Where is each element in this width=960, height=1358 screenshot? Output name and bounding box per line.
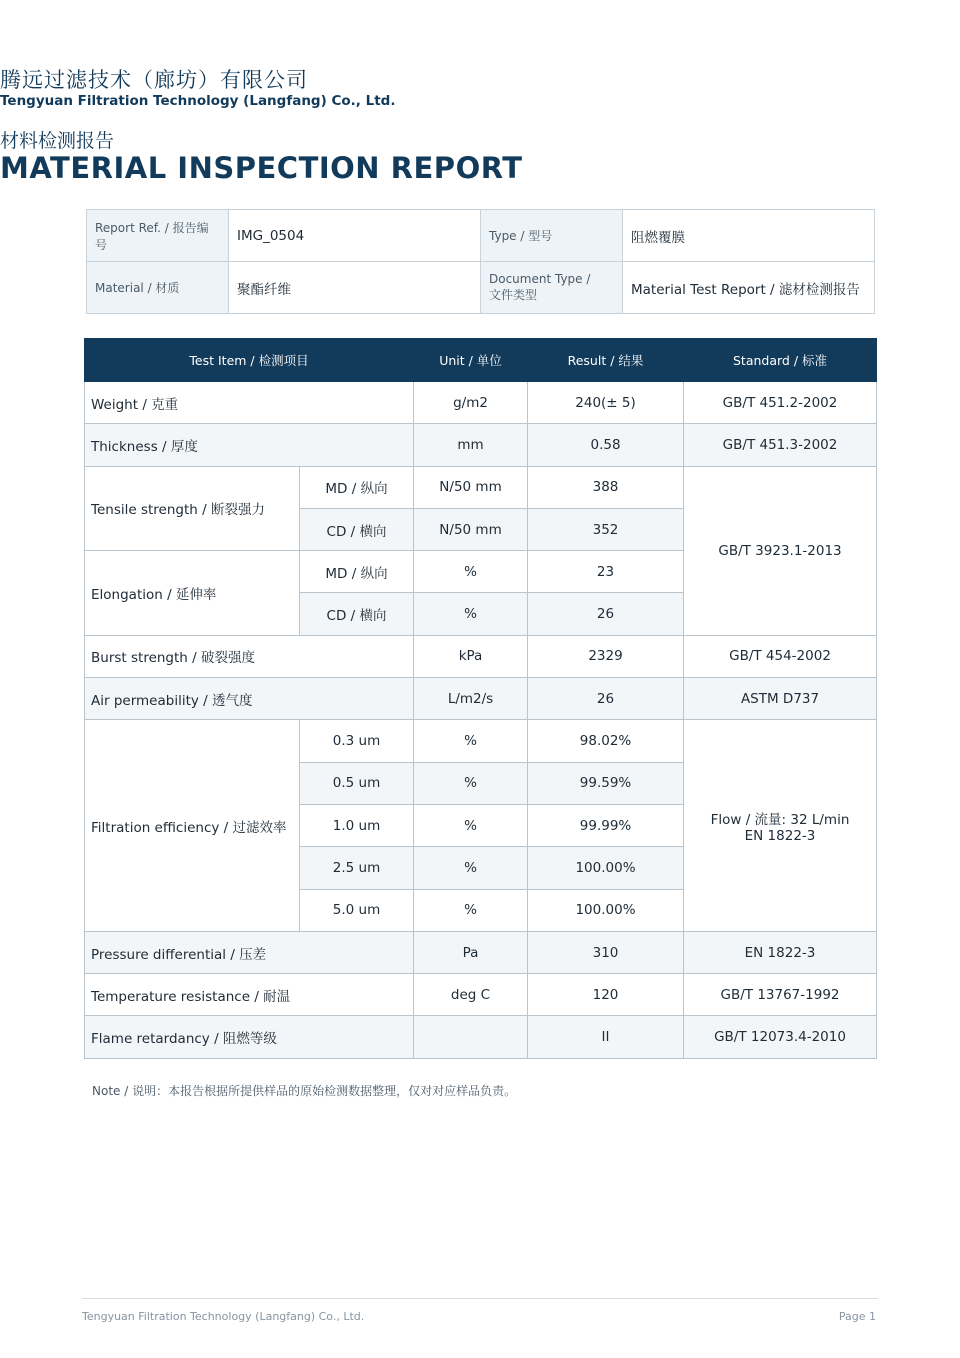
- filtration-standard: [684, 720, 877, 931]
- elongation-cd-direction: CD / 横向: [300, 593, 414, 635]
- filtration-result: 99.59%: [528, 762, 684, 804]
- document-type-label: [481, 262, 623, 314]
- header-test-item: Test Item / 检测项目: [85, 339, 414, 382]
- elongation-md-result: 23: [528, 551, 684, 593]
- filtration-result: 100.00%: [528, 889, 684, 931]
- temperature-result: 120: [528, 974, 684, 1016]
- pressure-result: 310: [528, 931, 684, 973]
- weight-item: Weight / 克重: [85, 382, 414, 424]
- filtration-size: 2.5 um: [300, 847, 414, 889]
- elongation-item: Elongation / 延伸率: [85, 551, 300, 636]
- pressure-item: Pressure differential / 压差: [85, 931, 414, 973]
- tensile-item: Tensile strength / 断裂强力: [85, 466, 300, 551]
- filtration-size: 5.0 um: [300, 889, 414, 931]
- thickness-result: 0.58: [528, 424, 684, 466]
- pressure-unit: Pa: [414, 931, 528, 973]
- table-row: [85, 931, 877, 973]
- table-row: [85, 974, 877, 1016]
- burst-standard: GB/T 454-2002: [684, 635, 877, 677]
- tensile-cd-result: 352: [528, 508, 684, 550]
- table-header-row: [85, 339, 877, 382]
- info-row: [87, 210, 875, 262]
- elongation-md-direction: MD / 纵向: [300, 551, 414, 593]
- weight-standard: GB/T 451.2-2002: [684, 382, 877, 424]
- weight-result: 240(± 5): [528, 382, 684, 424]
- report-info-table: [86, 209, 875, 314]
- filtration-unit: %: [414, 889, 528, 931]
- filtration-item: Filtration efficiency / 过滤效率: [85, 720, 300, 931]
- table-row: [85, 424, 877, 466]
- report-title-en: MATERIAL INSPECTION REPORT: [0, 151, 523, 185]
- material-label: Material / 材质: [87, 262, 229, 314]
- filtration-standard-code: EN 1822-3: [744, 827, 816, 844]
- flame-standard: GB/T 12073.4-2010: [684, 1016, 877, 1058]
- filtration-flow: Flow / 流量: 32 L/min: [710, 811, 850, 828]
- filtration-unit: %: [414, 720, 528, 762]
- company-name-cn: 腾远过滤技术（廊坊）有限公司: [0, 68, 308, 92]
- air-permeability-unit: L/m2/s: [414, 678, 528, 720]
- document-type-label-line2: 文件类型: [489, 288, 538, 302]
- burst-result: 2329: [528, 635, 684, 677]
- elongation-cd-unit: %: [414, 593, 528, 635]
- air-permeability-standard: ASTM D737: [684, 678, 877, 720]
- table-row: [85, 678, 877, 720]
- air-permeability-item: Air permeability / 透气度: [85, 678, 414, 720]
- filtration-unit: %: [414, 762, 528, 804]
- document-type-value: Material Test Report / 滤材检测报告: [623, 262, 875, 314]
- filtration-unit: %: [414, 847, 528, 889]
- burst-item: Burst strength / 破裂强度: [85, 635, 414, 677]
- thickness-unit: mm: [414, 424, 528, 466]
- tensile-cd-direction: CD / 横向: [300, 508, 414, 550]
- report-note: Note / 说明：本报告根据所提供样品的原始检测数据整理，仅对对应样品负责。: [92, 1084, 517, 1098]
- info-row: [87, 262, 875, 314]
- header-result: Result / 结果: [528, 339, 684, 382]
- temperature-item: Temperature resistance / 耐温: [85, 974, 414, 1016]
- footer-company: Tengyuan Filtration Technology (Langfang) Co., Ltd.: [82, 1310, 365, 1323]
- report-title-cn: 材料检测报告: [0, 130, 115, 152]
- flame-unit: [414, 1016, 528, 1058]
- pressure-standard: EN 1822-3: [684, 931, 877, 973]
- temperature-standard: GB/T 13767-1992: [684, 974, 877, 1016]
- table-row: [85, 635, 877, 677]
- table-row: [85, 1016, 877, 1058]
- tensile-cd-unit: N/50 mm: [414, 508, 528, 550]
- filtration-result: 98.02%: [528, 720, 684, 762]
- material-value: 聚酯纤维: [229, 262, 481, 314]
- type-value: 阻燃覆膜: [623, 210, 875, 262]
- flame-result: II: [528, 1016, 684, 1058]
- table-row: [85, 720, 877, 762]
- type-label: Type / 型号: [481, 210, 623, 262]
- flame-item: Flame retardancy / 阻燃等级: [85, 1016, 414, 1058]
- tensile-elongation-standard: GB/T 3923.1-2013: [684, 466, 877, 635]
- test-results-table: [84, 338, 877, 1059]
- elongation-md-unit: %: [414, 551, 528, 593]
- table-row: [85, 466, 877, 508]
- filtration-unit: %: [414, 804, 528, 846]
- thickness-standard: GB/T 451.3-2002: [684, 424, 877, 466]
- document-type-label-line1: Document Type /: [489, 272, 591, 286]
- air-permeability-result: 26: [528, 678, 684, 720]
- tensile-md-result: 388: [528, 466, 684, 508]
- temperature-unit: deg C: [414, 974, 528, 1016]
- filtration-size: 0.3 um: [300, 720, 414, 762]
- table-row: [85, 382, 877, 424]
- report-ref-value: IMG_0504: [229, 210, 481, 262]
- filtration-result: 99.99%: [528, 804, 684, 846]
- company-name-en: Tengyuan Filtration Technology (Langfang) Co., Ltd.: [0, 93, 396, 109]
- tensile-md-direction: MD / 纵向: [300, 466, 414, 508]
- footer-divider: [82, 1298, 878, 1299]
- filtration-size: 0.5 um: [300, 762, 414, 804]
- tensile-md-unit: N/50 mm: [414, 466, 528, 508]
- elongation-cd-result: 26: [528, 593, 684, 635]
- burst-unit: kPa: [414, 635, 528, 677]
- thickness-item: Thickness / 厚度: [85, 424, 414, 466]
- header-standard: Standard / 标准: [684, 339, 877, 382]
- header-unit: Unit / 单位: [414, 339, 528, 382]
- page-number: Page 1: [838, 1310, 876, 1323]
- filtration-size: 1.0 um: [300, 804, 414, 846]
- weight-unit: g/m2: [414, 382, 528, 424]
- report-ref-label: Report Ref. / 报告编号: [87, 210, 229, 262]
- filtration-result: 100.00%: [528, 847, 684, 889]
